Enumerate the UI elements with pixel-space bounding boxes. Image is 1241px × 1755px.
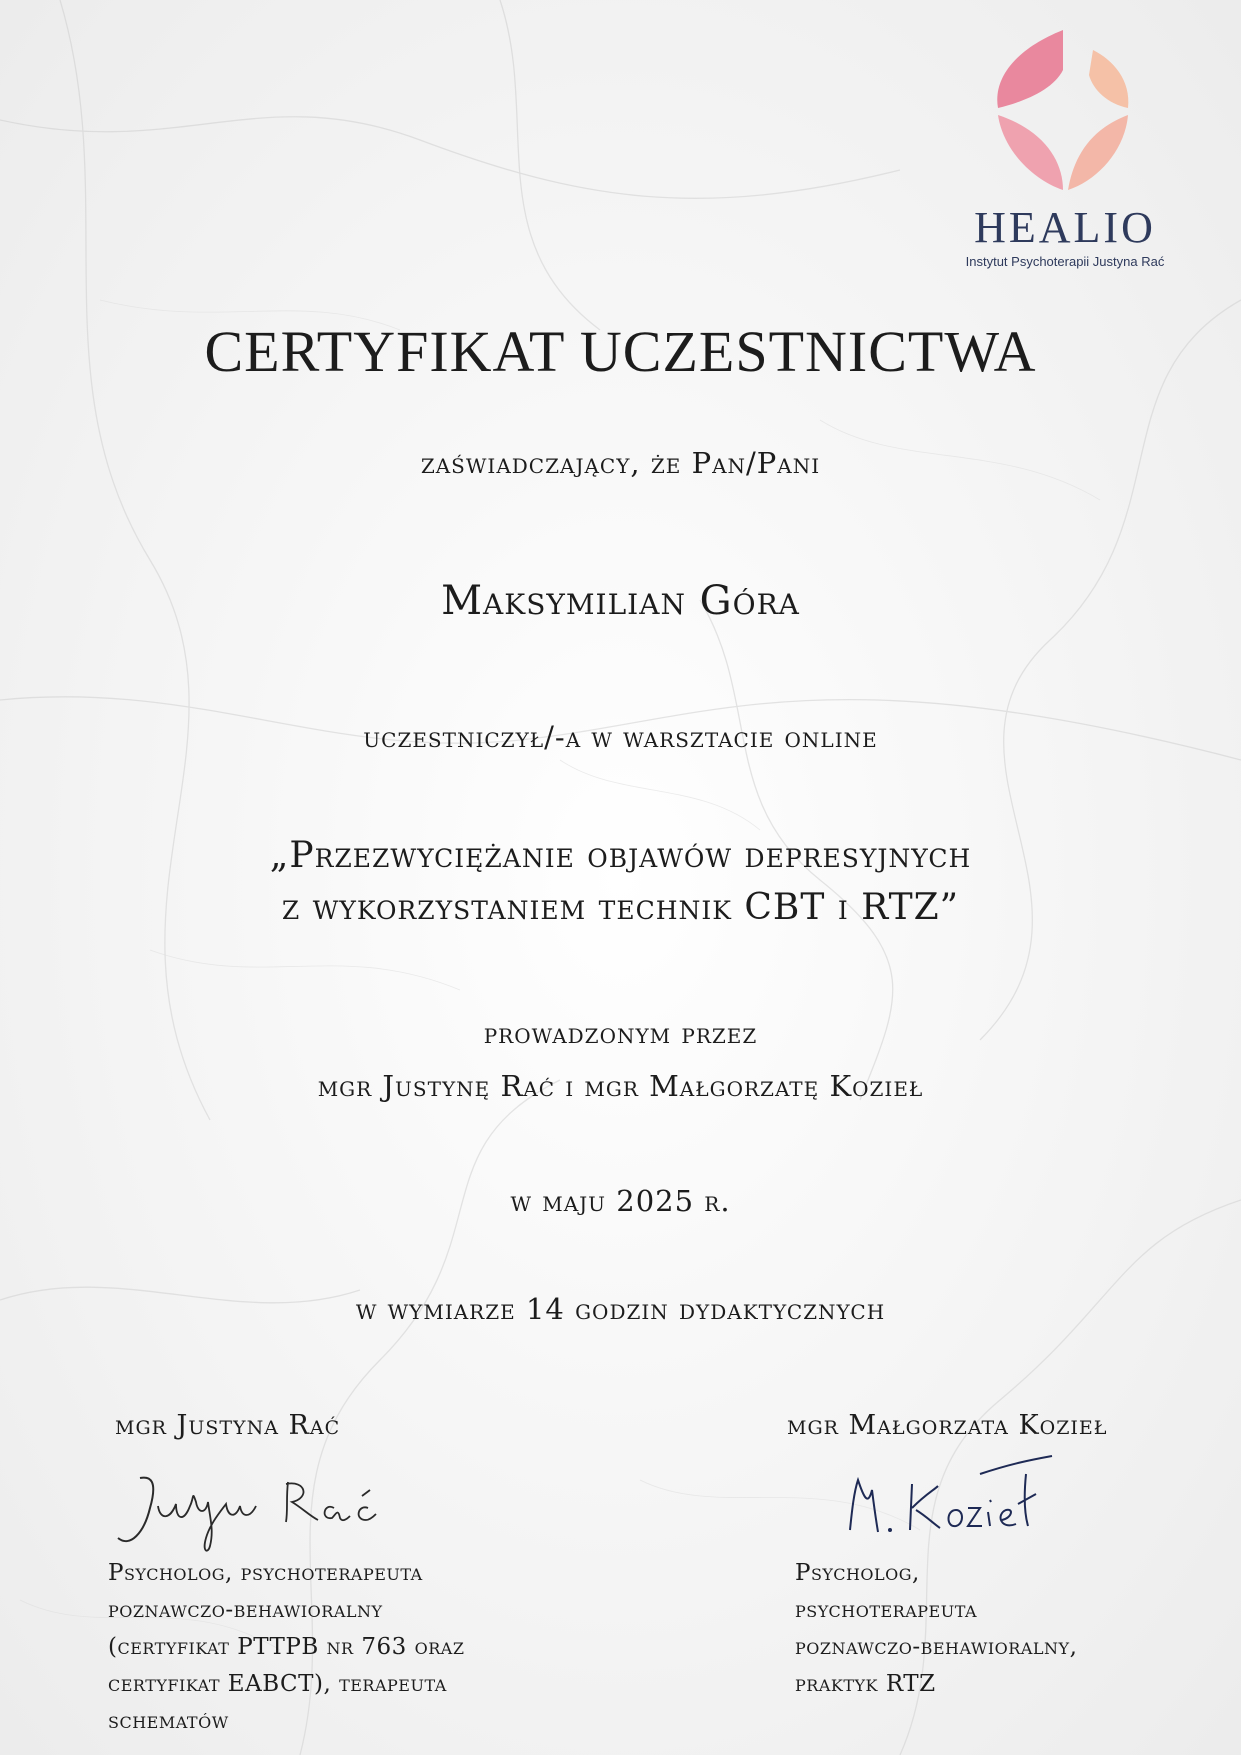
right-signatory-description bbox=[795, 1555, 1077, 1703]
left-description-line: poznawczo-behawioralny bbox=[108, 1597, 383, 1623]
hours-line: w wymiarze 14 godzin dydaktycznych bbox=[355, 1292, 886, 1326]
right-description-line: Psycholog, bbox=[795, 1560, 920, 1586]
left-signatory-description bbox=[108, 1555, 464, 1740]
instructors-line: mgr Justynę Rać i mgr Małgorzatę Kozieł bbox=[317, 1069, 924, 1103]
right-description-line: praktyk RTZ bbox=[795, 1671, 936, 1697]
led-by-line: prowadzonym przez bbox=[483, 1016, 758, 1050]
left-handwritten-signature bbox=[110, 1468, 380, 1558]
left-description-line: Psycholog, psychoterapeuta bbox=[108, 1560, 423, 1586]
left-description-line: (certyfikat PTTPB nr 763 oraz bbox=[108, 1634, 465, 1660]
participant-name: Maksymilian Góra bbox=[441, 578, 800, 624]
workshop-title-line1: „Przezwyciężanie objawów depresyjnych bbox=[269, 835, 972, 876]
left-description-line: schematów bbox=[108, 1708, 229, 1734]
certificate-title: CERTYFIKAT UCZESTNICTWA bbox=[204, 319, 1037, 384]
right-handwritten-signature bbox=[830, 1450, 1060, 1540]
brand-subtitle: Instytut Psychoterapii Justyna Rać bbox=[965, 254, 1165, 269]
left-description-line: certyfikat EABCT), terapeuta bbox=[108, 1671, 447, 1697]
healio-logo-icon bbox=[993, 30, 1133, 190]
date-line: w maju 2025 r. bbox=[510, 1184, 731, 1218]
left-signatory-name: mgr Justyna Rać bbox=[115, 1410, 341, 1441]
certifying-line: zaświadczający, że Pan/Pani bbox=[420, 446, 821, 480]
workshop-title-line2: z wykorzystaniem technik CBT i RTZ” bbox=[281, 887, 960, 928]
right-signatory-name: mgr Małgorzata Kozieł bbox=[787, 1410, 1108, 1441]
brand-name: HEALIO bbox=[974, 203, 1156, 252]
workshop-title bbox=[0, 830, 1241, 934]
right-description-line: psychoterapeuta bbox=[795, 1597, 978, 1623]
right-description-line: poznawczo-behawioralny, bbox=[795, 1634, 1078, 1660]
participated-line: uczestniczył/-a w warsztacie online bbox=[363, 720, 878, 754]
